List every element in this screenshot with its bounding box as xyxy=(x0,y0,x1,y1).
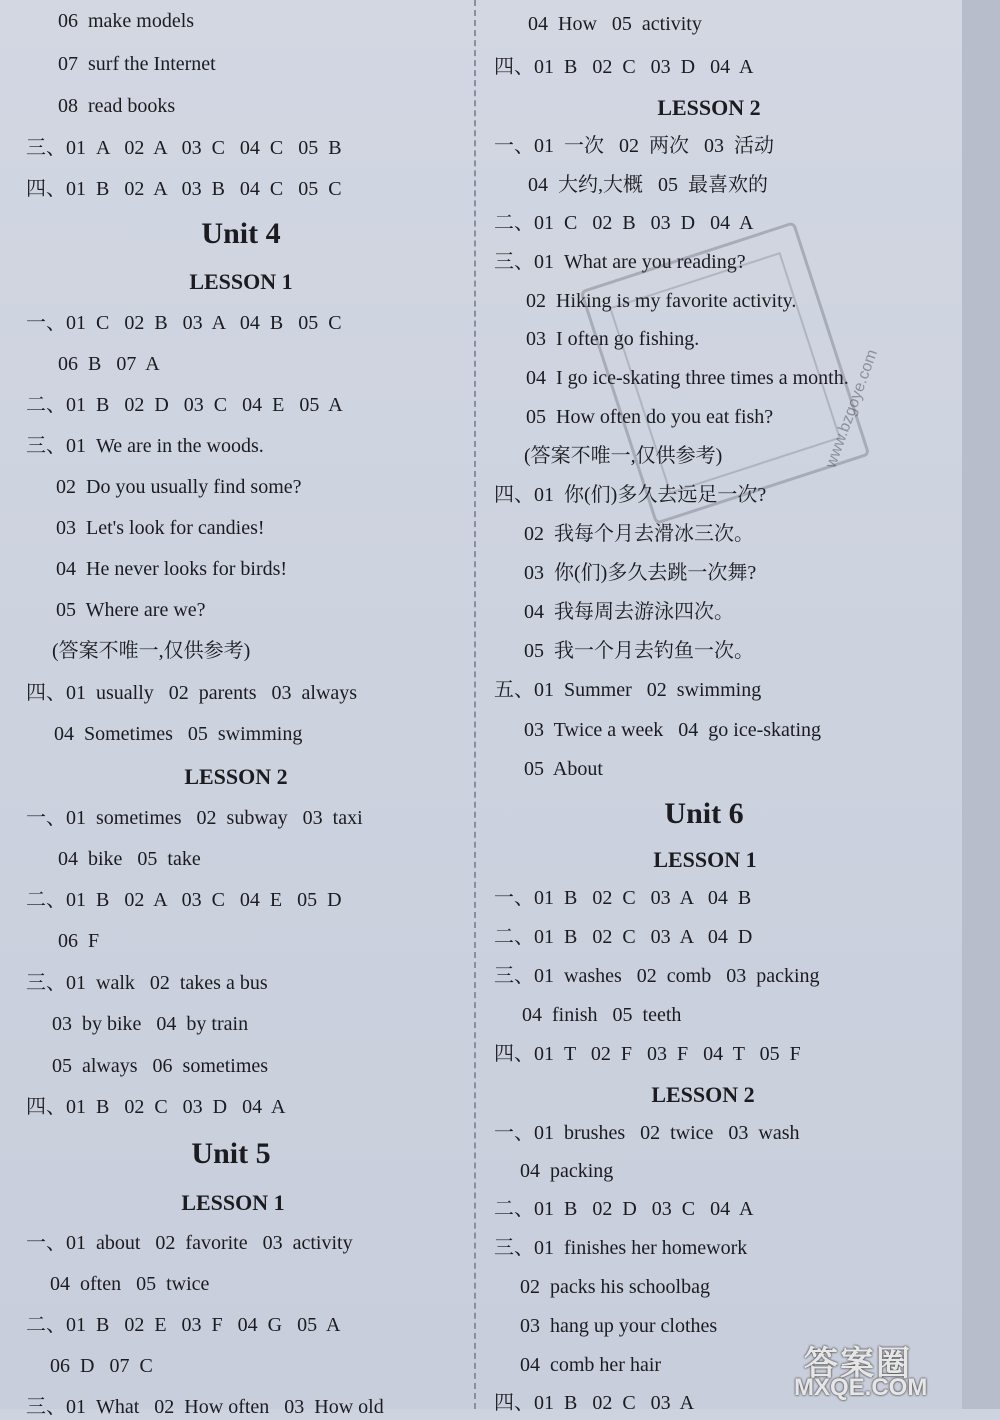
answer-line: 三、01 walk 02 takes a bus xyxy=(26,972,268,994)
answer-line: 03 I often go fishing. xyxy=(526,328,700,350)
answer-line: 05 我一个月去钓鱼一次。 xyxy=(524,640,754,662)
watermark-logo-text: 答案圈 xyxy=(804,1345,912,1383)
answer-line: 04 How 05 activity xyxy=(528,13,702,35)
answer-note: (答案不唯一,仅供参考) xyxy=(524,445,723,467)
unit-heading: Unit 5 xyxy=(191,1137,271,1170)
answer-line: 05 About xyxy=(524,758,603,780)
lesson-heading: LESSON 1 xyxy=(181,1190,285,1215)
answer-line: 二、01 B 02 D 03 C 04 E 05 A xyxy=(26,394,343,416)
answer-line: 一、01 B 02 C 03 A 04 B xyxy=(494,887,752,909)
answer-line: 06 D 07 C xyxy=(50,1355,153,1377)
answer-line: 02 Hiking is my favorite activity. xyxy=(526,290,797,312)
answer-line: 04 often 05 twice xyxy=(50,1273,210,1295)
answer-line: 04 comb her hair xyxy=(520,1354,662,1376)
lesson-heading: LESSON 2 xyxy=(657,95,761,120)
answer-line: 三、01 What 02 How often 03 How old xyxy=(26,1396,384,1418)
answer-line: 三、01 washes 02 comb 03 packing xyxy=(494,965,820,987)
answer-line: 02 Do you usually find some? xyxy=(56,476,302,498)
answer-line: 08 read books xyxy=(58,95,176,117)
answer-line: 一、01 C 02 B 03 A 04 B 05 C xyxy=(26,312,342,334)
answer-line: 三、01 A 02 A 03 C 04 C 05 B xyxy=(26,137,342,159)
lesson-heading: LESSON 2 xyxy=(184,764,288,789)
answer-note: (答案不唯一,仅供参考) xyxy=(52,640,251,662)
answer-line: 二、01 B 02 A 03 C 04 E 05 D xyxy=(26,889,342,911)
site-watermark xyxy=(794,1336,990,1402)
lesson-heading: LESSON 1 xyxy=(653,847,757,872)
answer-line: 四、01 B 02 C 03 D 04 A xyxy=(494,56,754,78)
answer-line: 06 B 07 A xyxy=(58,353,160,375)
answer-line: 四、01 B 02 A 03 B 04 C 05 C xyxy=(26,178,342,200)
answer-line: 04 packing xyxy=(520,1160,614,1182)
answer-line: 三、01 We are in the woods. xyxy=(26,435,264,457)
answer-line: 四、01 B 02 C 03 A xyxy=(494,1392,695,1414)
answer-line: 03 hang up your clothes xyxy=(520,1315,718,1337)
answer-line: 02 我每个月去滑冰三次。 xyxy=(524,523,754,545)
answer-line: 三、01 What are you reading? xyxy=(494,251,746,273)
answer-line: 一、01 sometimes 02 subway 03 taxi xyxy=(26,807,363,829)
answer-line: 一、01 about 02 favorite 03 activity xyxy=(26,1232,353,1254)
column-divider xyxy=(474,0,476,1409)
answer-line: 03 你(们)多久去跳一次舞? xyxy=(524,562,757,584)
answer-line: 一、01 一次 02 两次 03 活动 xyxy=(494,135,774,157)
answer-line: 02 packs his schoolbag xyxy=(520,1276,710,1298)
answer-line: 一、01 brushes 02 twice 03 wash xyxy=(494,1122,800,1144)
answer-line: 03 Let's look for candies! xyxy=(56,517,265,539)
answer-line: 04 Sometimes 05 swimming xyxy=(54,723,303,745)
unit-heading: Unit 6 xyxy=(664,797,744,830)
answer-line: 五、01 Summer 02 swimming xyxy=(494,679,762,701)
answer-line: 06 make models xyxy=(58,10,195,32)
answer-line: 三、01 finishes her homework xyxy=(494,1237,748,1259)
answer-line: 05 Where are we? xyxy=(56,599,206,621)
answer-line: 06 F xyxy=(58,930,100,952)
answer-line: 二、01 B 02 C 03 A 04 D xyxy=(494,926,753,948)
answer-line: 四、01 usually 02 parents 03 always xyxy=(26,682,358,704)
answer-line: 03 Twice a week 04 go ice-skating xyxy=(524,719,822,741)
lesson-heading: LESSON 2 xyxy=(651,1082,755,1107)
answer-line: 04 我每周去游泳四次。 xyxy=(524,601,734,623)
answer-line: 04 大约,大概 05 最喜欢的 xyxy=(528,174,768,196)
answer-line: 四、01 B 02 C 03 D 04 A xyxy=(26,1096,286,1118)
watermark-url: MXQE.COM xyxy=(794,1374,928,1401)
stamp-url: www.bzgoye.com xyxy=(822,347,882,471)
answer-line: 04 finish 05 teeth xyxy=(522,1004,682,1026)
seal-stamp-inner xyxy=(609,252,841,494)
answer-line: 二、01 C 02 B 03 D 04 A xyxy=(494,212,754,234)
answer-line: 04 He never looks for birds! xyxy=(56,558,288,580)
unit-heading: Unit 4 xyxy=(201,217,281,250)
answer-line: 四、01 你(们)多久去远足一次? xyxy=(494,484,767,506)
answer-line: 05 How often do you eat fish? xyxy=(526,406,774,428)
answer-line: 四、01 T 02 F 03 F 04 T 05 F xyxy=(494,1043,801,1065)
answer-line: 二、01 B 02 D 03 C 04 A xyxy=(494,1198,754,1220)
answer-line: 二、01 B 02 E 03 F 04 G 05 A xyxy=(26,1314,341,1336)
answer-line: 07 surf the Internet xyxy=(58,53,216,75)
page-edge xyxy=(962,0,1000,1409)
answer-line: 03 by bike 04 by train xyxy=(52,1013,249,1035)
answer-line: 04 I go ice-skating three times a month. xyxy=(526,367,849,389)
answer-line: 05 always 06 sometimes xyxy=(52,1055,269,1077)
answer-line: 04 bike 05 take xyxy=(58,848,201,870)
lesson-heading: LESSON 1 xyxy=(189,269,293,294)
